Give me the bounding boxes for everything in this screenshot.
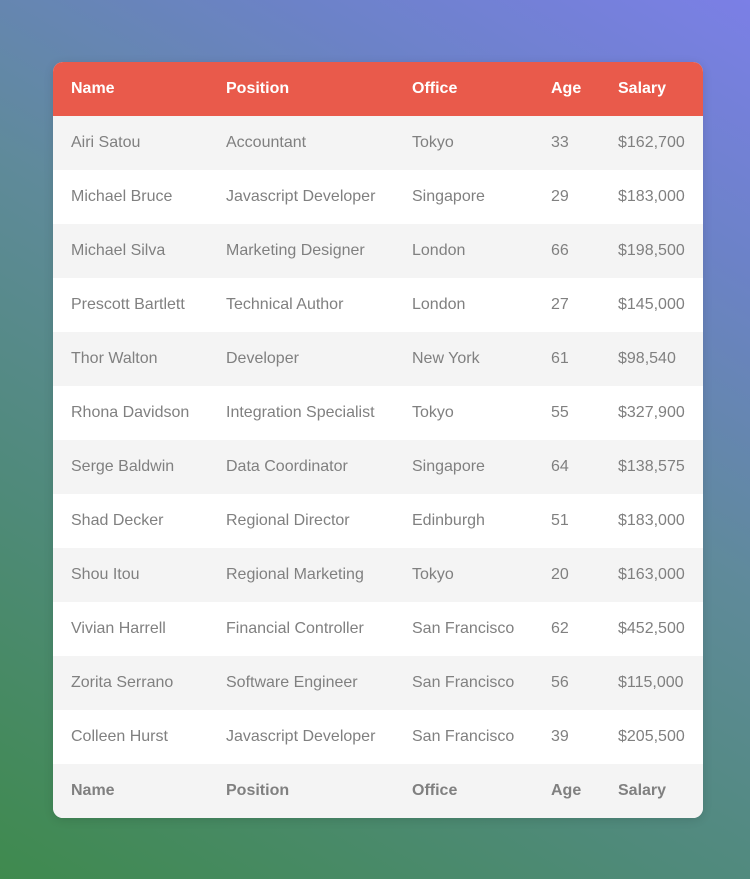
table-row [53, 170, 703, 224]
table-row [53, 332, 703, 386]
cell-office: London [394, 278, 533, 332]
table-row [53, 224, 703, 278]
column-footer-salary: Salary [600, 764, 703, 818]
cell-age: 61 [533, 332, 600, 386]
column-footer-age: Age [533, 764, 600, 818]
table-body [53, 116, 703, 764]
cell-salary: $183,000 [600, 170, 703, 224]
cell-position: Integration Specialist [208, 386, 394, 440]
cell-salary: $163,000 [600, 548, 703, 602]
cell-name: Shou Itou [53, 548, 208, 602]
cell-position: Regional Marketing [208, 548, 394, 602]
footer-row [53, 764, 703, 818]
cell-name: Rhona Davidson [53, 386, 208, 440]
cell-position: Software Engineer [208, 656, 394, 710]
cell-office: Singapore [394, 170, 533, 224]
cell-name: Michael Silva [53, 224, 208, 278]
cell-office: London [394, 224, 533, 278]
cell-name: Michael Bruce [53, 170, 208, 224]
cell-age: 55 [533, 386, 600, 440]
cell-age: 56 [533, 656, 600, 710]
cell-office: Singapore [394, 440, 533, 494]
cell-salary: $198,500 [600, 224, 703, 278]
cell-salary: $115,000 [600, 656, 703, 710]
column-footer-position: Position [208, 764, 394, 818]
cell-age: 62 [533, 602, 600, 656]
cell-salary: $205,500 [600, 710, 703, 764]
cell-office: New York [394, 332, 533, 386]
cell-office: Tokyo [394, 116, 533, 170]
cell-position: Accountant [208, 116, 394, 170]
column-header-name[interactable]: Name [53, 62, 208, 116]
cell-position: Data Coordinator [208, 440, 394, 494]
table-row [53, 710, 703, 764]
column-footer-office: Office [394, 764, 533, 818]
header-row [53, 62, 703, 116]
cell-position: Developer [208, 332, 394, 386]
cell-salary: $138,575 [600, 440, 703, 494]
cell-salary: $162,700 [600, 116, 703, 170]
table-row [53, 116, 703, 170]
cell-salary: $98,540 [600, 332, 703, 386]
cell-position: Javascript Developer [208, 710, 394, 764]
cell-office: Tokyo [394, 386, 533, 440]
cell-age: 27 [533, 278, 600, 332]
cell-position: Javascript Developer [208, 170, 394, 224]
cell-office: Tokyo [394, 548, 533, 602]
cell-office: San Francisco [394, 710, 533, 764]
cell-age: 20 [533, 548, 600, 602]
cell-salary: $327,900 [600, 386, 703, 440]
column-header-salary[interactable]: Salary [600, 62, 703, 116]
cell-salary: $145,000 [600, 278, 703, 332]
cell-name: Prescott Bartlett [53, 278, 208, 332]
table-row [53, 278, 703, 332]
column-header-office[interactable]: Office [394, 62, 533, 116]
cell-age: 39 [533, 710, 600, 764]
cell-age: 29 [533, 170, 600, 224]
table-footer [53, 764, 703, 818]
cell-age: 66 [533, 224, 600, 278]
cell-position: Marketing Designer [208, 224, 394, 278]
column-footer-name: Name [53, 764, 208, 818]
table-row [53, 548, 703, 602]
cell-salary: $452,500 [600, 602, 703, 656]
cell-name: Thor Walton [53, 332, 208, 386]
column-header-position[interactable]: Position [208, 62, 394, 116]
table-row [53, 440, 703, 494]
table-row [53, 386, 703, 440]
cell-name: Vivian Harrell [53, 602, 208, 656]
table-row [53, 494, 703, 548]
cell-office: Edinburgh [394, 494, 533, 548]
cell-office: San Francisco [394, 602, 533, 656]
cell-office: San Francisco [394, 656, 533, 710]
cell-name: Airi Satou [53, 116, 208, 170]
data-table-card [53, 62, 703, 818]
cell-name: Colleen Hurst [53, 710, 208, 764]
cell-age: 51 [533, 494, 600, 548]
cell-age: 64 [533, 440, 600, 494]
table-row [53, 656, 703, 710]
cell-salary: $183,000 [600, 494, 703, 548]
cell-position: Technical Author [208, 278, 394, 332]
cell-position: Regional Director [208, 494, 394, 548]
cell-position: Financial Controller [208, 602, 394, 656]
cell-age: 33 [533, 116, 600, 170]
column-header-age[interactable]: Age [533, 62, 600, 116]
table-row [53, 602, 703, 656]
cell-name: Shad Decker [53, 494, 208, 548]
employee-table [53, 62, 703, 818]
cell-name: Zorita Serrano [53, 656, 208, 710]
table-header [53, 62, 703, 116]
cell-name: Serge Baldwin [53, 440, 208, 494]
